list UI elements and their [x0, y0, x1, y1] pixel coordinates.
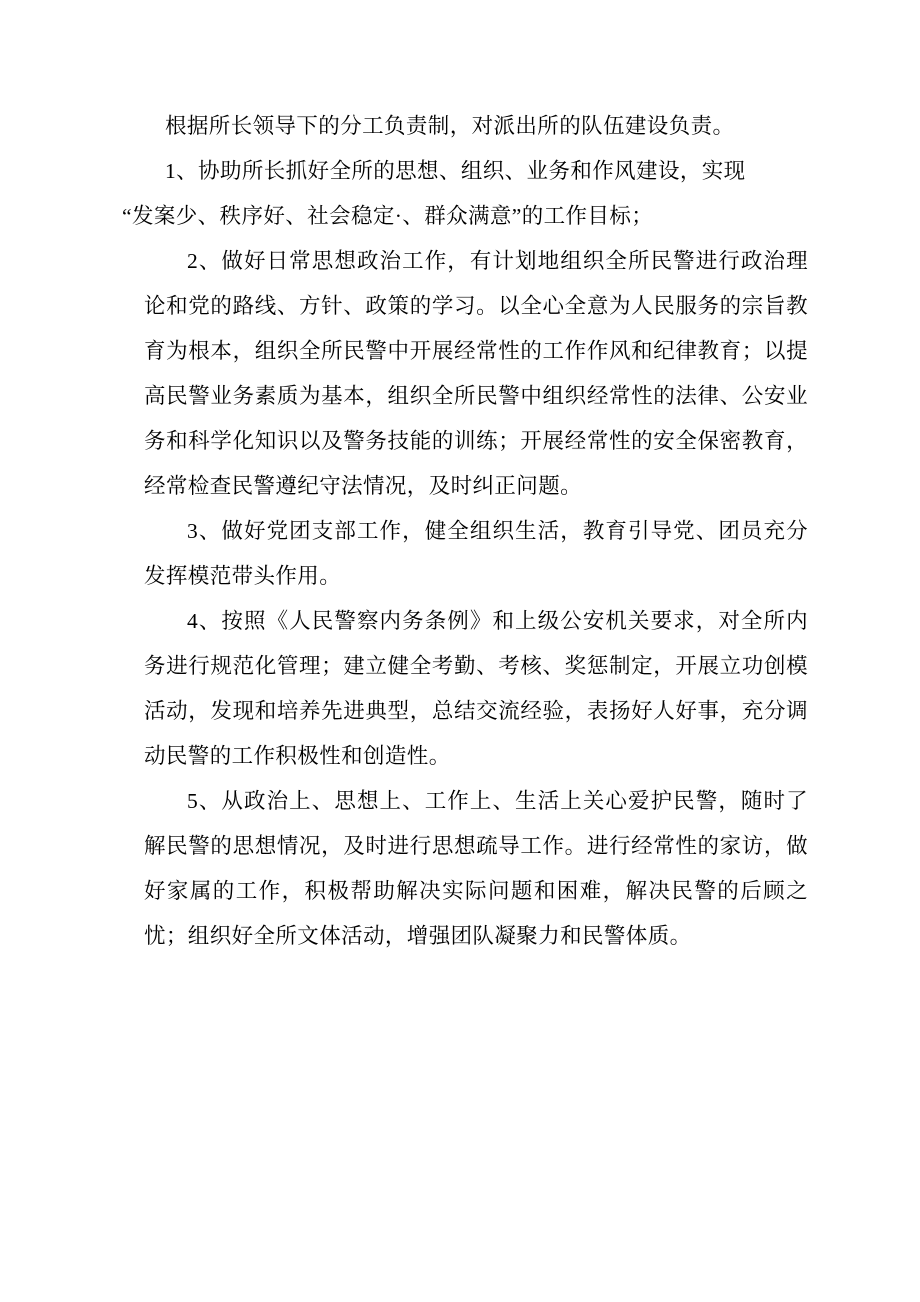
paragraph-item-2: 2、做好日常思想政治工作，有计划地组织全所民警进行政治理论和党的路线、方针、政策的学习。以全心全意为人民服务的宗旨教育为根本，组织全所民警中开展经常性的工作作风和纪律教育；以提高民警业务素质为基本，组织全所民警中组织经常性的法律、公安业务和科学化知识以及警务技能的训练；开展经常性的安全保密教育，经常检查民警遵纪守法情况，及时纠正问题。 — [144, 249, 808, 498]
paragraph-intro: 根据所长领导下的分工负责制，对派出所的队伍建设负责。 — [165, 114, 735, 138]
paragraph-item-3: 3、做好党团支部工作，健全组织生活，教育引导党、团员充分发挥模范带头作用。 — [144, 519, 808, 588]
document-body — [122, 104, 808, 959]
paragraph-item-5: 5、从政治上、思想上、工作上、生活上关心爱护民警，随时了解民警的思想情况，及时进行思想疏导工作。进行经常性的家访，做好家属的工作，积极帮助解决实际问题和困难，解决民警的后顾之忧；组织好全所文体活动，增强团队凝聚力和民警体质。 — [144, 789, 808, 948]
paragraph-item-4: 4、按照《人民警察内务条例》和上级公安机关要求，对全所内务进行规范化管理；建立健全考勤、考核、奖惩制定，开展立功创模活动，发现和培养先进典型，总结交流经验，表扬好人好事，充分调动民警的工作积极性和创造性。 — [144, 609, 808, 768]
paragraph-item-1-line-2: “发案少、秩序好、社会稳定·、群众满意”的工作目标； — [122, 204, 654, 228]
paragraph-item-1-line-1: 1、协助所长抓好全所的思想、组织、业务和作风建设，实现 — [165, 159, 746, 183]
